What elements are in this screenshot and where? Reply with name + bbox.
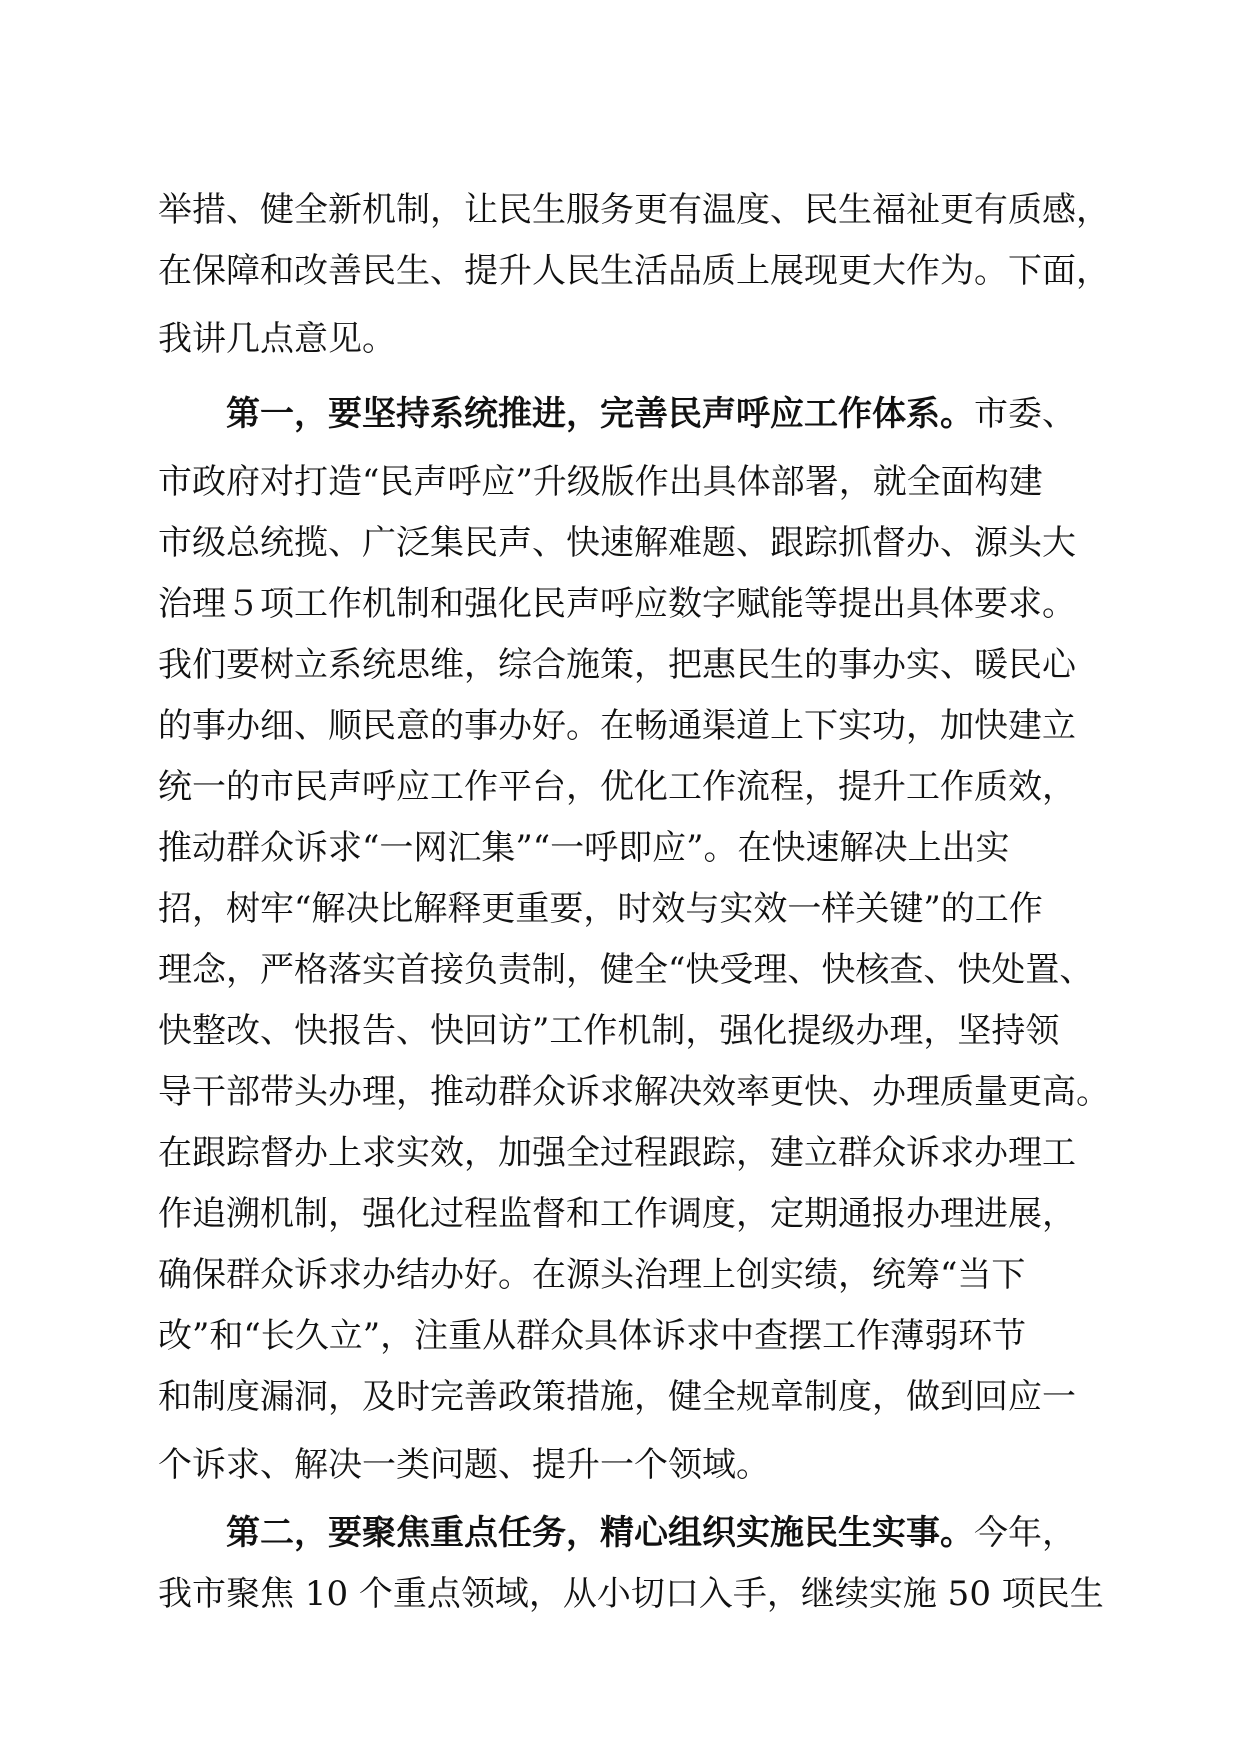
text-line: 招，树牢“解决比解释更重要，时效与实效一样关键”的工作 [158, 889, 1043, 929]
text-run: 今年， [974, 1513, 1076, 1553]
text-line: 改”和“长久立”，注重从群众具体诉求中查摆工作薄弱环节 [158, 1316, 1027, 1356]
text-line: 市政府对打造“民声呼应”升级版作出具体部署，就全面构建 [158, 462, 1043, 502]
text-line: 我们要树立系统思维，综合施策，把惠民生的事办实、暖民心 [158, 645, 1076, 685]
text-line: 市级总统揽、广泛集民声、快速解难题、跟踪抓督办、源头大 [158, 523, 1076, 563]
section-heading-line [158, 1503, 1098, 1564]
text-line: 治理５项工作机制和强化民声呼应数字赋能等提出具体要求。 [158, 584, 1076, 624]
text-line: 和制度漏洞，及时完善政策措施，健全规章制度，做到回应一 [158, 1377, 1076, 1417]
section-heading: 第二，要聚焦重点任务，精心组织实施民生实事。 [226, 1513, 974, 1553]
section-heading-line [158, 377, 1098, 452]
text-line: 的事办细、顺民意的事办好。在畅通渠道上下实功，加快建立 [158, 706, 1076, 746]
text-line: 我市聚焦 10 个重点领域，从小切口入手，继续实施 50 项民生 [158, 1574, 1104, 1614]
text-line: 举措、健全新机制，让民生服务更有温度、民生福祉更有质感， [158, 190, 1110, 230]
text-line: 在跟踪督办上求实效，加强全过程跟踪，建立群众诉求办理工 [158, 1133, 1076, 1173]
text-line: 理念，严格落实首接负责制，健全“快受理、快核查、快处置、 [158, 950, 1094, 990]
section-heading: 第一，要坚持系统推进，完善民声呼应工作体系。 [226, 394, 974, 434]
text-line: 我讲几点意见。 [158, 319, 396, 359]
body-text [158, 180, 1110, 1625]
text-line: 推动群众诉求“一网汇集”“一呼即应”。在快速解决上出实 [158, 828, 1010, 868]
text-run: 市委、 [974, 394, 1076, 434]
text-line: 确保群众诉求办结办好。在源头治理上创实绩，统筹“当下 [158, 1255, 1026, 1295]
text-line: 个诉求、解决一类问题、提升一个领域。 [158, 1445, 770, 1485]
text-line: 作追溯机制，强化过程监督和工作调度，定期通报办理进展， [158, 1194, 1076, 1234]
text-line: 快整改、快报告、快回访”工作机制，强化提级办理，坚持领 [158, 1011, 1060, 1051]
text-line: 统一的市民声呼应工作平台，优化工作流程，提升工作质效， [158, 767, 1076, 807]
text-line: 导干部带头办理，推动群众诉求解决效率更快、办理质量更高。 [158, 1072, 1110, 1112]
text-line: 在保障和改善民生、提升人民生活品质上展现更大作为。下面， [158, 251, 1110, 291]
